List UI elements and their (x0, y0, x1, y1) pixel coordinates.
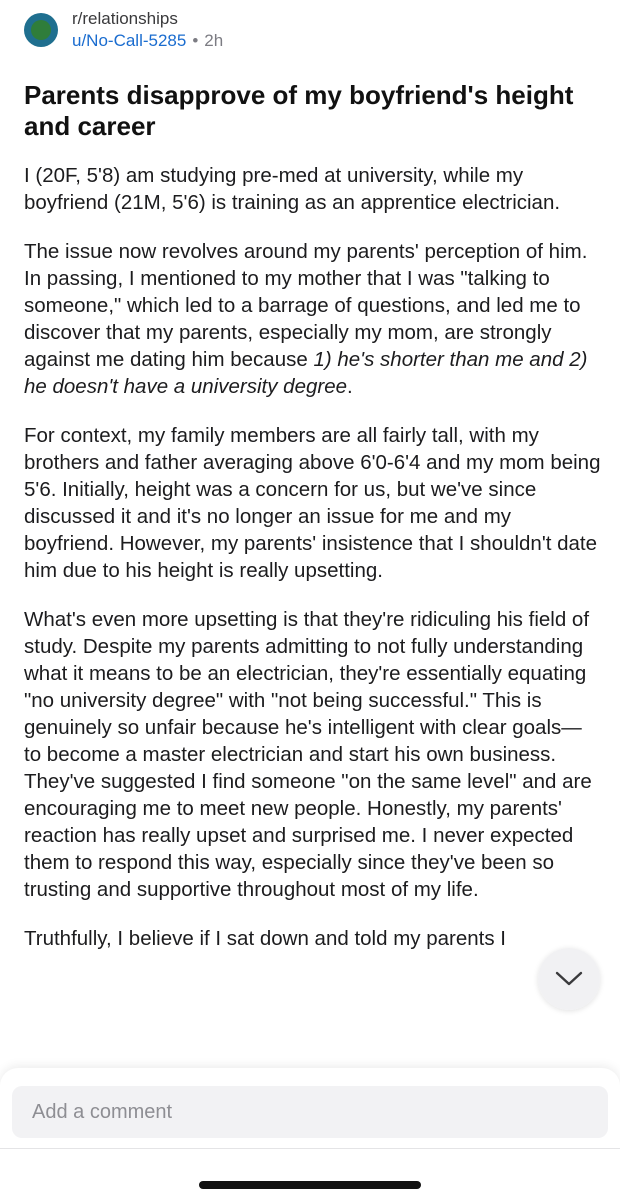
post-header (24, 8, 223, 52)
post-meta (72, 8, 223, 52)
author-link[interactable]: u/No-Call-5285 (72, 31, 187, 50)
post-paragraph-1: I (20F, 5'8) am studying pre-med at university, while my boyfriend (21M, 5'6) is training as an apprentice electrician. (24, 164, 561, 214)
chevron-down-icon (554, 970, 584, 988)
subreddit-avatar[interactable] (24, 13, 58, 47)
paragraph-2-end: . (347, 375, 353, 398)
subreddit-name[interactable]: r/relationships (72, 9, 178, 28)
avatar-globe-icon (31, 20, 51, 40)
post-body (24, 162, 604, 1074)
meta-separator: • (192, 31, 199, 50)
home-indicator[interactable] (199, 1181, 421, 1189)
divider (0, 1148, 620, 1149)
paragraph-2-text: The issue now revolves around my parents' perception of him. In passing, I mentioned to my mother that I was "talking to someone," which led to a barrage of questions, and led me to discover that my parents, especially my mom, are strongly against me dating him because (24, 240, 588, 371)
comment-input[interactable] (12, 1086, 608, 1138)
paragraph-2-italic: 1) he's shorter than me and 2) he doesn't have a university degree (24, 348, 588, 398)
post-paragraph-5: Truthfully, I believe if I sat down and told my parents I (24, 927, 506, 950)
post-time: 2h (204, 31, 224, 50)
post-paragraph-4: What's even more upsetting is that they're ridiculing his field of study. Despite my parents admitting to not fully understanding what it means to be an electrician, they're essentially equating "no university degree" with "not being successful." This is genuinely so unfair because he's intelligent with clear goals— to become a master electrician and start his own business. They've suggested I find someone "on the same level" and are encouraging me to meet new people. Honestly, my parents' reaction has really upset and surprised me. I never expected them to respond this way, especially since they've been so trusting and supportive throughout most of my life. (24, 608, 592, 901)
author-line (72, 30, 223, 52)
post-title: Parents disapprove of my boyfriend's height and career (24, 80, 574, 141)
post-paragraph-3: For context, my family members are all fairly tall, with my brothers and father averaging above 6'0-6'4 and my mom being 5'6. Initially, height was a concern for us, but we've since discussed it and it's no longer an issue for me and my boyfriend. However, my parents' insistence that I shouldn't date him due to his height is really upsetting. (24, 424, 601, 582)
scroll-down-button[interactable] (538, 948, 600, 1010)
post-paragraph-2 (24, 238, 604, 400)
comment-bar (0, 1068, 620, 1200)
